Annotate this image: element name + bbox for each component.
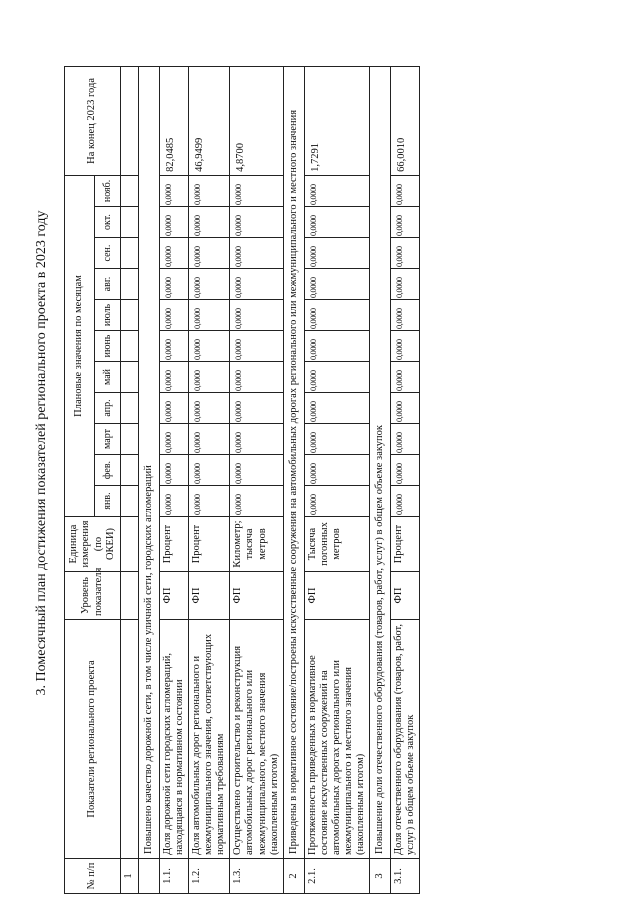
header-month: авг. xyxy=(95,269,121,300)
monthly-value: 0,0000 xyxy=(160,362,189,393)
column-number-cell xyxy=(121,331,139,362)
monthly-value: 0,0000 xyxy=(230,207,283,238)
monthly-value: 0,0000 xyxy=(304,175,369,206)
header-indicator: Показатели регионального проекта xyxy=(65,620,121,859)
row-number: 1.1. xyxy=(160,859,189,894)
monthly-value: 0,0000 xyxy=(230,331,283,362)
header-month: сен. xyxy=(95,238,121,269)
year-end-value: 66,0010 xyxy=(391,66,420,175)
indicator-level: ФП xyxy=(230,572,283,620)
indicator-level: ФП xyxy=(160,572,189,620)
indicator-unit: Процент xyxy=(160,517,189,572)
section-title: Приведены в нормативное состояние/построены искусственные сооружения на автомобильных дорогах регионального или межмуниципального и местного значения xyxy=(283,66,304,858)
monthly-value: 0,0000 xyxy=(391,269,420,300)
header-unit: Единица измерения (по ОКЕИ) xyxy=(65,517,121,572)
section-row xyxy=(283,66,304,893)
column-number-cell xyxy=(121,66,139,175)
table-row xyxy=(160,66,189,893)
monthly-value: 0,0000 xyxy=(391,300,420,331)
table-row xyxy=(189,66,230,893)
header-month: апр. xyxy=(95,393,121,424)
monthly-value: 0,0000 xyxy=(230,455,283,486)
monthly-value: 0,0000 xyxy=(304,300,369,331)
monthly-value: 0,0000 xyxy=(189,424,230,455)
indicator-unit: Процент xyxy=(391,517,420,572)
monthly-value: 0,0000 xyxy=(304,455,369,486)
monthly-value: 0,0000 xyxy=(391,207,420,238)
monthly-value: 0,0000 xyxy=(160,238,189,269)
monthly-value: 0,0000 xyxy=(189,300,230,331)
column-number-cell xyxy=(121,517,139,572)
section-row xyxy=(139,66,160,893)
monthly-value: 0,0000 xyxy=(160,207,189,238)
indicator-name: Доля отечественного оборудования (товаров, работ, услуг) в общем объеме закупок xyxy=(391,620,420,859)
row-number: 1.2. xyxy=(189,859,230,894)
monthly-value: 0,0000 xyxy=(160,300,189,331)
monthly-value: 0,0000 xyxy=(304,331,369,362)
header-year-end: На конец 2023 года xyxy=(65,66,121,175)
column-number-cell xyxy=(121,238,139,269)
header-month: май xyxy=(95,362,121,393)
indicator-name: Доля автомобильных дорог регионального и межмуниципального значения, соответствующих нормативным требованиям xyxy=(189,620,230,859)
monthly-value: 0,0000 xyxy=(391,393,420,424)
header-month: июнь xyxy=(95,331,121,362)
monthly-value: 0,0000 xyxy=(230,269,283,300)
table-row xyxy=(304,66,369,893)
column-number-cell xyxy=(121,455,139,486)
table-row xyxy=(391,66,420,893)
monthly-value: 0,0000 xyxy=(160,331,189,362)
year-end-value: 1,7291 xyxy=(304,66,369,175)
monthly-value: 0,0000 xyxy=(304,238,369,269)
monthly-value: 0,0000 xyxy=(304,424,369,455)
monthly-value: 0,0000 xyxy=(189,455,230,486)
header-month: нояб. xyxy=(95,175,121,206)
header-month: март xyxy=(95,424,121,455)
header-month: янв. xyxy=(95,486,121,517)
section-number: 2 xyxy=(283,859,304,894)
indicator-name: Осуществлено строительство и реконструкция автомобильных дорог регионального или межмуниципального, местного значения (накопленным итогом) xyxy=(230,620,283,859)
section-row xyxy=(370,66,391,893)
monthly-value: 0,0000 xyxy=(230,393,283,424)
column-number-cell xyxy=(121,362,139,393)
header-month: фев. xyxy=(95,455,121,486)
indicator-name: Доля дорожной сети городских агломераций, находящаяся в нормативном состоянии xyxy=(160,620,189,859)
section-title: Повышено качество дорожной сети, в том числе уличной сети, городских агломераций xyxy=(139,66,160,858)
indicator-unit: Тысяча погонных метров xyxy=(304,517,369,572)
monthly-value: 0,0000 xyxy=(304,393,369,424)
monthly-value: 0,0000 xyxy=(391,486,420,517)
indicator-unit: Процент xyxy=(189,517,230,572)
section-number: 3 xyxy=(370,859,391,894)
monthly-value: 0,0000 xyxy=(189,362,230,393)
section-number xyxy=(139,859,160,894)
header-month: июль xyxy=(95,300,121,331)
column-number-cell xyxy=(121,393,139,424)
monthly-value: 0,0000 xyxy=(160,269,189,300)
column-number-cell xyxy=(121,486,139,517)
monthly-value: 0,0000 xyxy=(304,362,369,393)
header-month: окт. xyxy=(95,207,121,238)
monthly-value: 0,0000 xyxy=(391,455,420,486)
monthly-value: 0,0000 xyxy=(391,175,420,206)
document-title: 3. Помесячный план достижения показателей регионального проекта в 2023 году xyxy=(34,210,49,696)
monthly-value: 0,0000 xyxy=(230,300,283,331)
monthly-value: 0,0000 xyxy=(391,362,420,393)
year-end-value: 46,9499 xyxy=(189,66,230,175)
column-number-cell xyxy=(121,175,139,206)
table-row xyxy=(230,66,283,893)
indicator-name: Протяженность приведенных в нормативное состояние искусственных сооружений на автомобильных дорогах регионального или межмуниципального и местного значения (накопленным итогом) xyxy=(304,620,369,859)
row-number: 2.1. xyxy=(304,859,369,894)
monthly-value: 0,0000 xyxy=(160,424,189,455)
column-number-cell xyxy=(121,269,139,300)
column-number-cell xyxy=(121,572,139,620)
monthly-value: 0,0000 xyxy=(391,238,420,269)
row-number: 3.1. xyxy=(391,859,420,894)
monthly-value: 0,0000 xyxy=(391,424,420,455)
monthly-value: 0,0000 xyxy=(189,238,230,269)
monthly-value: 0,0000 xyxy=(304,207,369,238)
monthly-value: 0,0000 xyxy=(230,486,283,517)
header-level: Уровень показателя xyxy=(65,572,121,620)
monthly-value: 0,0000 xyxy=(160,455,189,486)
monthly-value: 0,0000 xyxy=(189,486,230,517)
monthly-value: 0,0000 xyxy=(189,175,230,206)
monthly-value: 0,0000 xyxy=(189,269,230,300)
monthly-value: 0,0000 xyxy=(304,486,369,517)
section-title: Повышение доли отечественного оборудования (товаров, работ, услуг) в общем объеме закупок xyxy=(370,66,391,858)
year-end-value: 4,8700 xyxy=(230,66,283,175)
monthly-value: 0,0000 xyxy=(304,269,369,300)
column-number-cell: 1 xyxy=(121,859,139,894)
header-number: № п/п xyxy=(65,859,121,894)
monthly-value: 0,0000 xyxy=(160,175,189,206)
indicator-unit: Километр; тысяча метров xyxy=(230,517,283,572)
column-number-cell xyxy=(121,207,139,238)
monthly-value: 0,0000 xyxy=(160,486,189,517)
column-number-cell xyxy=(121,620,139,859)
monthly-value: 0,0000 xyxy=(230,238,283,269)
monthly-value: 0,0000 xyxy=(189,393,230,424)
header-planned-values: Плановые значения по месяцам xyxy=(65,175,95,516)
indicator-level: ФП xyxy=(391,572,420,620)
column-number-cell xyxy=(121,424,139,455)
monthly-plan-table xyxy=(64,66,420,894)
monthly-value: 0,0000 xyxy=(230,175,283,206)
monthly-value: 0,0000 xyxy=(160,393,189,424)
monthly-value: 0,0000 xyxy=(391,331,420,362)
monthly-value: 0,0000 xyxy=(189,207,230,238)
indicator-level: ФП xyxy=(304,572,369,620)
indicator-level: ФП xyxy=(189,572,230,620)
monthly-value: 0,0000 xyxy=(230,424,283,455)
row-number: 1.3. xyxy=(230,859,283,894)
year-end-value: 82,0485 xyxy=(160,66,189,175)
monthly-value: 0,0000 xyxy=(189,331,230,362)
monthly-value: 0,0000 xyxy=(230,362,283,393)
column-number-cell xyxy=(121,300,139,331)
